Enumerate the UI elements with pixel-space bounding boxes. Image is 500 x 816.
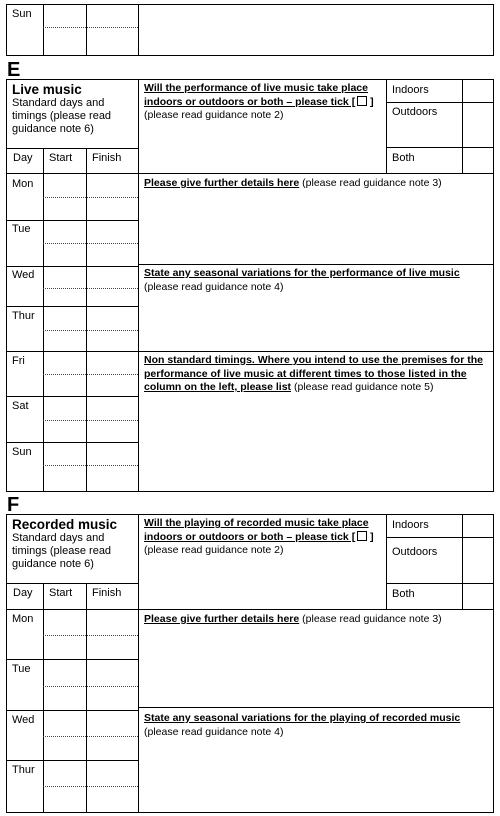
section-e-day-thur: Thur [12, 310, 35, 322]
section-e-day-tue: Tue [12, 223, 31, 235]
section-f-letter: F [7, 494, 20, 516]
section-e-seasonal-prompt: State any seasonal variations for the performance of live music (please read guidance note 4) [144, 267, 460, 293]
section-e-seasonal-field[interactable] [140, 296, 492, 350]
section-e-letter: E [7, 59, 21, 81]
section-e-indoors-label: Indoors [392, 84, 429, 96]
prev-sun-start-cell[interactable] [44, 5, 85, 55]
section-f-indoors-tick[interactable] [463, 515, 493, 536]
section-e-indoors-tick[interactable] [463, 80, 493, 101]
section-f-title: Recorded music [12, 517, 118, 532]
section-e-nonstandard-field[interactable] [140, 396, 492, 490]
section-e-location-question: Will the performance of live music take place indoors or outdoors or both – please tick [ ] (please read guidance note 2) [144, 82, 374, 121]
section-e-outdoors-label: Outdoors [392, 106, 438, 118]
section-e-day-sun: Sun [12, 446, 32, 458]
section-e-col-day: Day [13, 152, 33, 164]
section-e-day-mon: Mon [12, 178, 34, 190]
section-f-seasonal-prompt: State any seasonal variations for the playing of recorded music (please read guidance note 4) [144, 712, 461, 738]
tick-icon [357, 531, 367, 541]
prev-details-cell[interactable] [140, 5, 492, 55]
section-e-nonstandard-prompt: Non standard timings. Where you intend to use the premises for the performance of live music at different times to those listed in the column on the left, please list (please read guidance note 5) [144, 354, 483, 393]
section-e-both-tick[interactable] [463, 148, 493, 172]
section-f-day-mon: Mon [12, 613, 34, 625]
section-f-indoors-label: Indoors [392, 519, 429, 531]
section-f-details-prompt: Please give further details here (please read guidance note 3) [144, 613, 442, 625]
section-f-location-question: Will the playing of recorded music take place indoors or outdoors or both – please tick [ ] (please read guidance note 2) [144, 517, 374, 556]
section-e-details-prompt: Please give further details here (please read guidance note 3) [144, 177, 442, 189]
section-f-col-day: Day [13, 587, 33, 599]
section-e-col-start: Start [49, 152, 73, 164]
prev-sun-finish-cell[interactable] [87, 5, 137, 55]
section-f-day-thur: Thur [12, 764, 35, 776]
section-f-subtitle: Standard days and timings (please read guidance note 6) [12, 532, 112, 570]
prev-day-sun: Sun [12, 8, 32, 20]
section-e-day-sat: Sat [12, 400, 29, 412]
section-f-both-tick[interactable] [463, 584, 493, 608]
section-f-col-finish: Finish [92, 587, 122, 599]
section-e-day-wed: Wed [12, 269, 35, 281]
section-f-outdoors-label: Outdoors [392, 546, 438, 558]
section-e-title: Live music [12, 82, 82, 97]
section-f-both-label: Both [392, 588, 415, 600]
section-e-subtitle: Standard days and timings (please read guidance note 6) [12, 97, 112, 135]
section-e-details-field[interactable] [140, 192, 492, 263]
section-f-day-wed: Wed [12, 714, 35, 726]
section-e-outdoors-tick[interactable] [463, 103, 493, 146]
section-f-outdoors-tick[interactable] [463, 538, 493, 582]
section-e-both-label: Both [392, 152, 415, 164]
section-f-day-tue: Tue [12, 663, 31, 675]
section-f-details-field[interactable] [140, 628, 492, 706]
section-f-seasonal-field[interactable] [140, 742, 492, 811]
tick-icon [357, 96, 367, 106]
section-f-col-start: Start [49, 587, 73, 599]
section-e-col-finish: Finish [92, 152, 122, 164]
section-e-day-fri: Fri [12, 355, 25, 367]
